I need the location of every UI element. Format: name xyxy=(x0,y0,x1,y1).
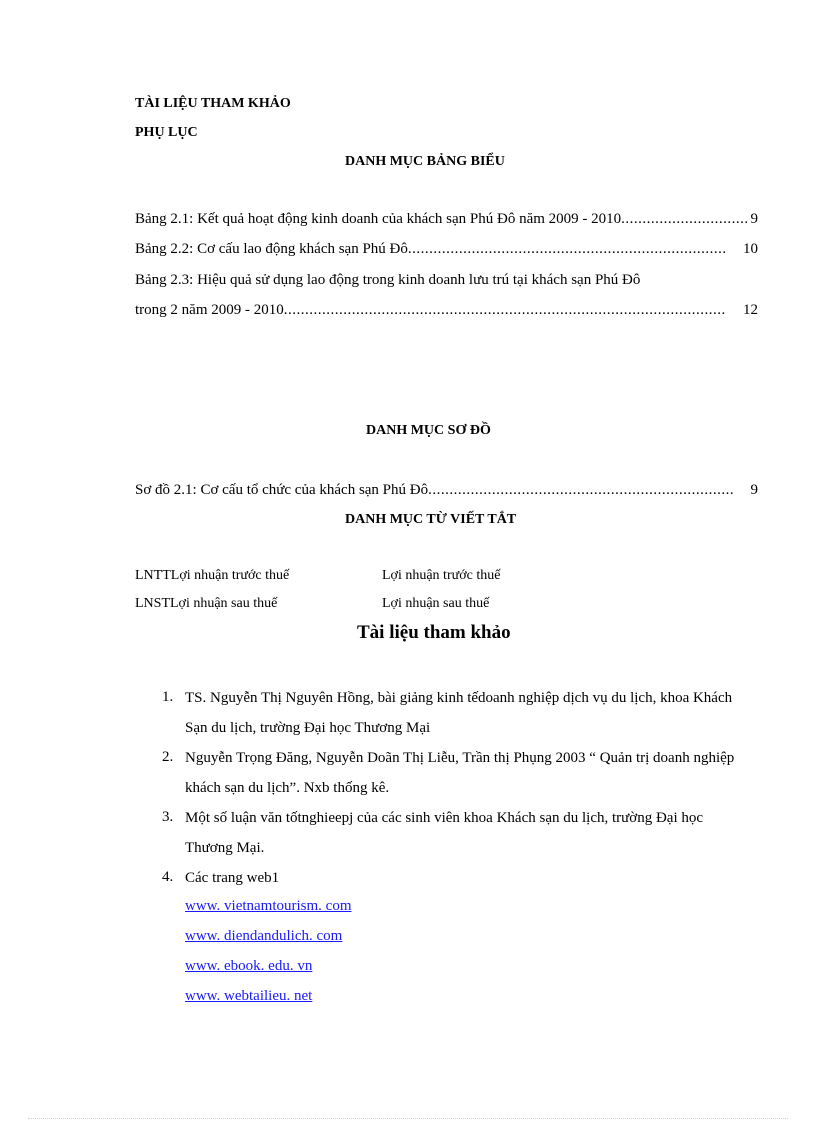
abbreviation-left: LNTTLợi nhuận trước thuế xyxy=(135,568,290,583)
page-bottom-divider xyxy=(28,1118,788,1119)
table-entry-page: 9 xyxy=(750,211,758,227)
table-entry-2-3-line2 xyxy=(135,302,758,319)
abbreviation-right: Lợi nhuận trước thuế xyxy=(382,568,501,583)
reference-item: TS. Nguyễn Thị Nguyên Hồng, bài giảng kinh tếdoanh nghiệp dịch vụ du lịch, khoa Khách Sạn du lịch, trường Đại học Thương Mại xyxy=(185,690,733,736)
heading-danh-muc-bang-bieu: DANH MỤC BẢNG BIỂU xyxy=(345,154,505,169)
link-vietnamtourism[interactable]: www. vietnamtourism. com xyxy=(185,898,352,914)
leader-dots xyxy=(408,241,725,258)
reference-number: 3. xyxy=(162,809,174,825)
heading-danh-muc-so-do: DANH MỤC SƠ ĐỒ xyxy=(366,423,491,438)
reference-number: 1. xyxy=(162,689,174,705)
leader-dots xyxy=(428,482,734,499)
abbreviation-left: LNSTLợi nhuận sau thuế xyxy=(135,596,278,611)
link-diendandulich[interactable]: www. diendandulich. com xyxy=(185,928,343,944)
reference-number: 2. xyxy=(162,749,174,765)
leader-dots xyxy=(621,211,746,228)
link-webtailieu[interactable]: www. webtailieu. net xyxy=(185,988,313,1004)
heading-tai-lieu-tham-khao-caps: TÀI LIỆU THAM KHẢO xyxy=(135,96,291,111)
heading-tai-lieu-tham-khao: Tài liệu tham khảo xyxy=(357,622,511,643)
link-ebook[interactable]: www. ebook. edu. vn xyxy=(185,958,313,974)
abbreviation-right: Lợi nhuận sau thuế xyxy=(382,596,490,611)
table-entry-page: 12 xyxy=(743,302,758,318)
reference-number: 4. xyxy=(162,869,174,885)
reference-item: Một số luận văn tốtnghieepj của các sinh viên khoa Khách sạn du lịch, trường Đại học Thương Mại. xyxy=(185,810,704,856)
table-entry-text: trong 2 năm 2009 - 2010 xyxy=(135,302,284,318)
diagram-entry-2-1 xyxy=(135,482,758,499)
heading-danh-muc-tu-viet-tat: DANH MỤC TỪ VIẾT TẮT xyxy=(345,512,517,527)
table-entry-2-2 xyxy=(135,241,758,258)
diagram-entry-page: 9 xyxy=(750,482,758,498)
heading-phu-luc: PHỤ LỤC xyxy=(135,125,198,140)
table-entry-2-1 xyxy=(135,211,758,228)
table-entry-2-3-line1: Bảng 2.3: Hiệu quả sử dụng lao động trong kinh doanh lưu trú tại khách sạn Phú Đô xyxy=(135,272,641,288)
table-entry-text: Bảng 2.1: Kết quả hoạt động kinh doanh của khách sạn Phú Đô năm 2009 - 2010 xyxy=(135,211,622,227)
reference-item: Nguyễn Trọng Đăng, Nguyễn Doãn Thị Liễu, Trần thị Phụng 2003 “ Quản trị doanh nghiệp khách sạn du lịch”. Nxb thống kê. xyxy=(185,750,735,796)
reference-item: Các trang web1 xyxy=(185,870,280,886)
table-entry-page: 10 xyxy=(743,241,758,257)
diagram-entry-text: Sơ đồ 2.1: Cơ cấu tổ chức của khách sạn Phú Đô xyxy=(135,482,429,498)
leader-dots xyxy=(284,302,725,319)
table-entry-text: Bảng 2.2: Cơ cấu lao động khách sạn Phú Đô xyxy=(135,241,408,257)
